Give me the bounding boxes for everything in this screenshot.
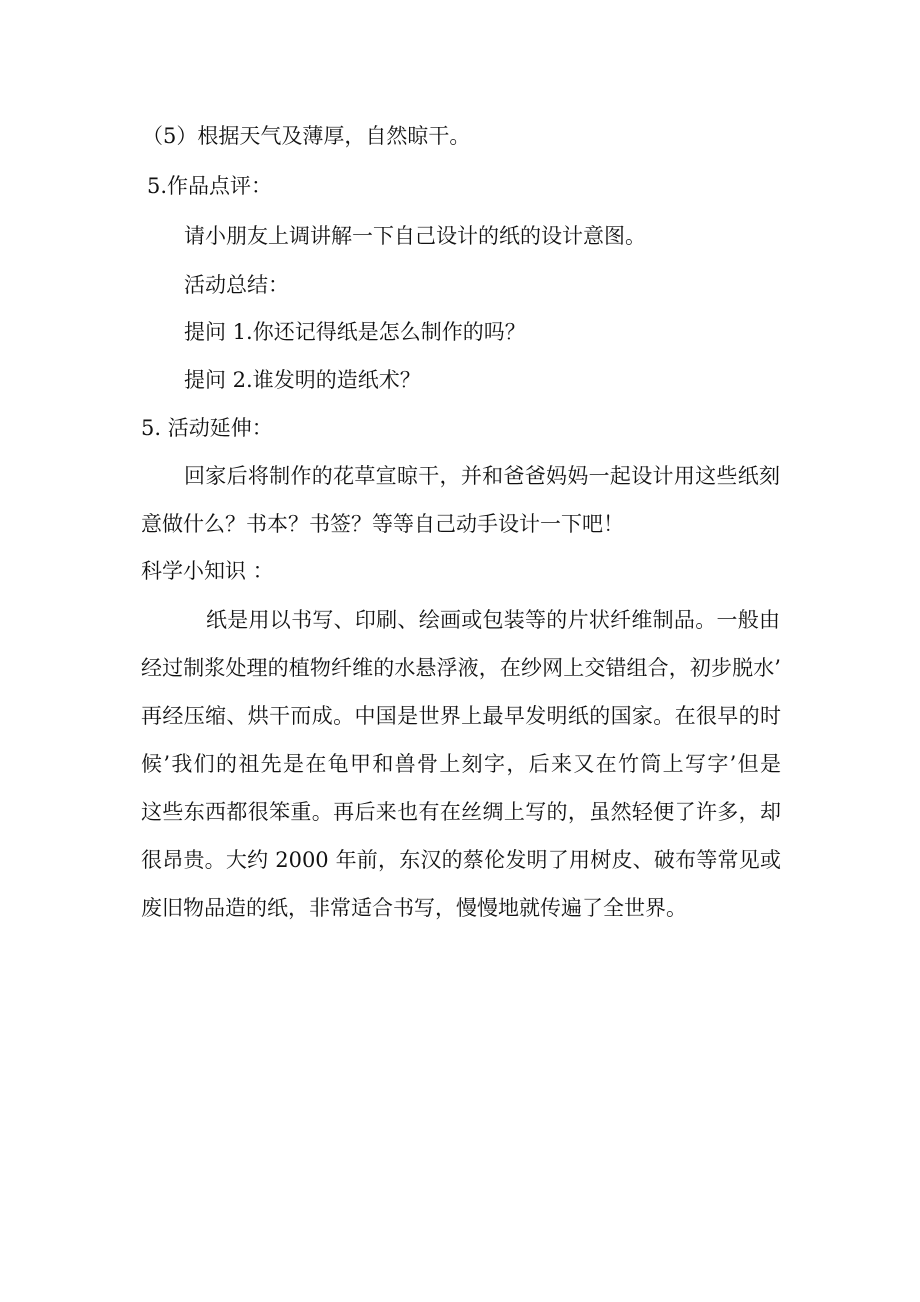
science-line-3: 再经压缩、烘干而成。中国是世界上最早发明纸的国家。在很早的时 bbox=[141, 704, 781, 728]
science-line-1: 纸是用以书写、印刷、绘画或包装等的片状纤维制品。一般由 bbox=[206, 608, 780, 632]
extension-line-2: 意做什么？书本？书签？等等自己动手设计一下吧！ bbox=[141, 512, 624, 536]
science-line-7: 废旧物品造的纸，非常适合书写，慢慢地就传遍了全世界。 bbox=[141, 896, 687, 920]
step-5-dry-text: （5）根据天气及薄厚，自然晾干。 bbox=[142, 124, 471, 148]
review-text: 请小朋友上调讲解一下自己设计的纸的设计意图。 bbox=[184, 224, 646, 248]
section-extension-title: 5. 活动延伸： bbox=[141, 416, 273, 440]
science-line-5: 这些东西都很笨重。再后来也有在丝绸上写的，虽然轻便了许多，却 bbox=[141, 800, 781, 824]
question-1: 提问 1.你还记得纸是怎么制作的吗？ bbox=[184, 320, 526, 344]
science-title: 科学小知识 ： bbox=[141, 559, 274, 583]
question-2: 提问 2.谁发明的造纸术？ bbox=[184, 368, 421, 392]
extension-line-1: 回家后将制作的花草宣晾干，并和爸爸妈妈一起设计用这些纸刻 bbox=[184, 464, 780, 488]
summary-title: 活动总结： bbox=[184, 273, 289, 297]
science-line-2: 经过制浆处理的植物纤维的水悬浮液，在纱网上交错组合，初步脱水’ bbox=[141, 656, 781, 680]
section-review-title: 5.作品点评： bbox=[147, 174, 273, 198]
science-line-6: 很昂贵。大约 2000 年前，东汉的蔡伦发明了用树皮、破布等常见或 bbox=[141, 848, 781, 872]
science-line-4: 候’我们的祖先是在龟甲和兽骨上刻字，后来又在竹筒上写字’但是 bbox=[141, 752, 781, 776]
